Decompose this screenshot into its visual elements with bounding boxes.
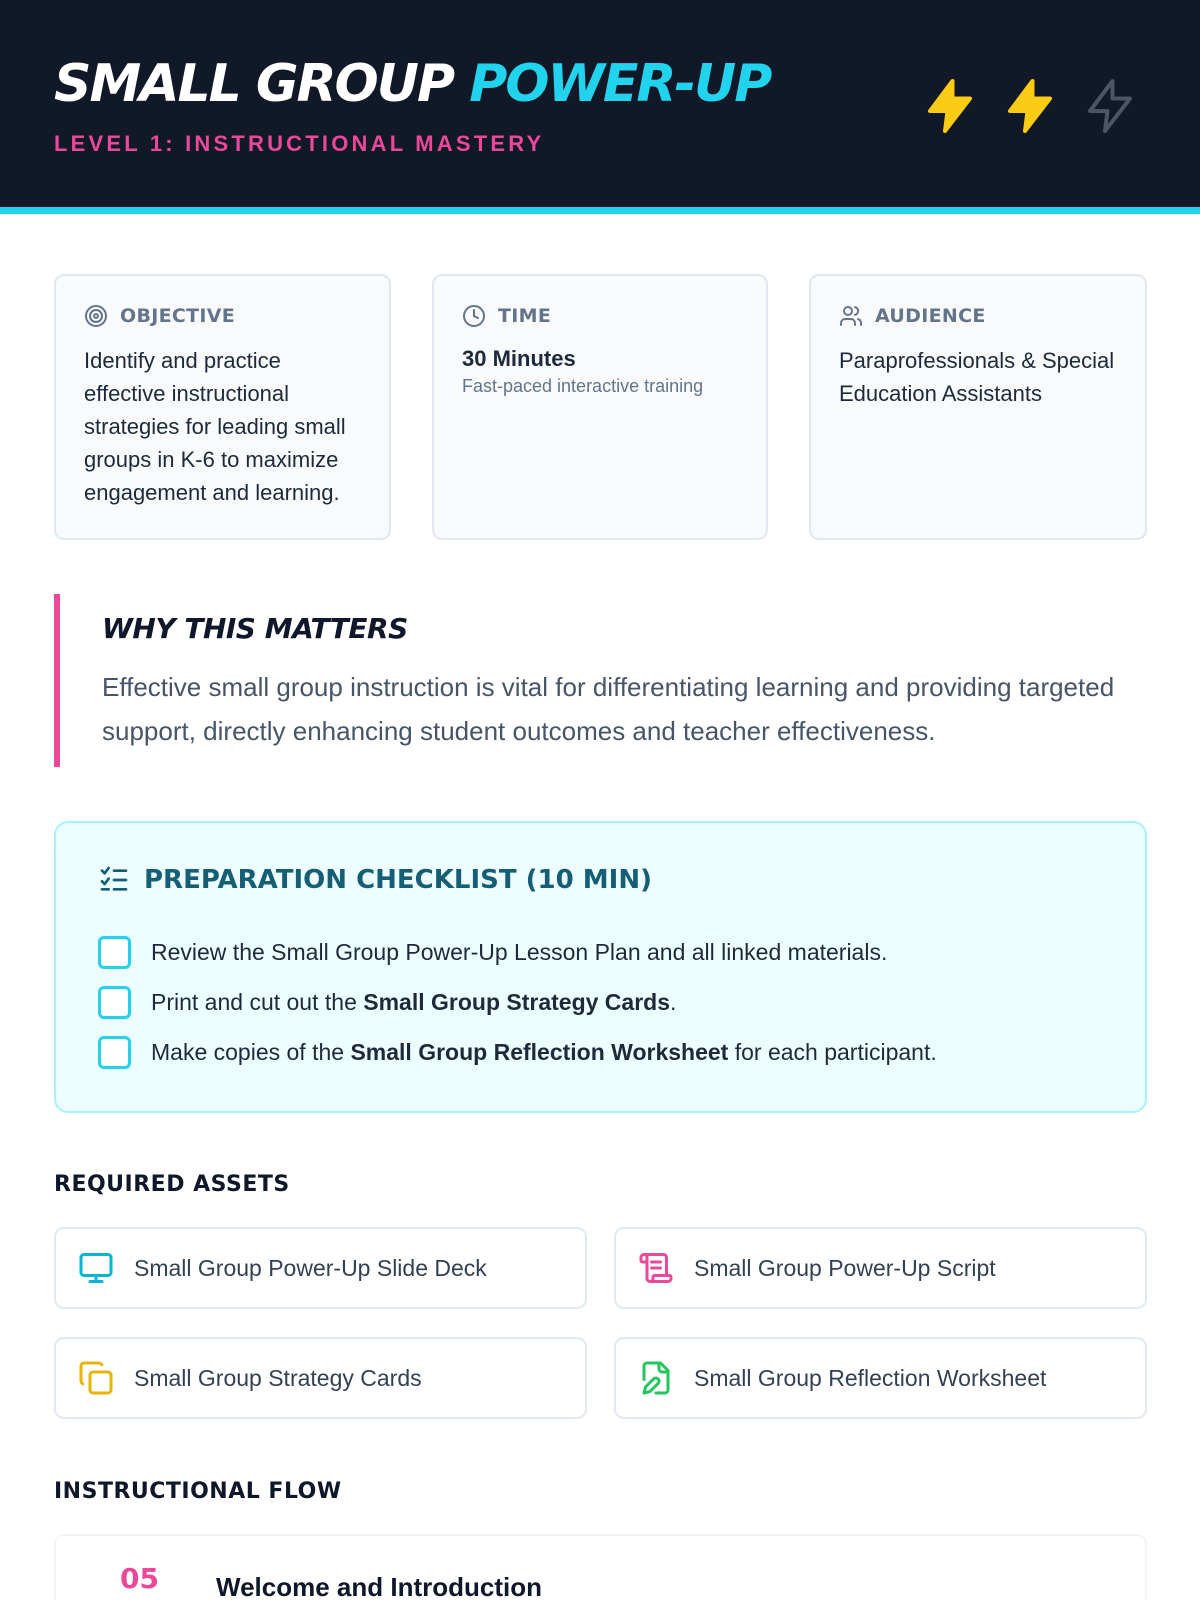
scroll-icon [638, 1250, 674, 1286]
time-label: TIME [498, 305, 552, 327]
target-icon [84, 304, 108, 328]
flow-step-title: Welcome and Introduction [216, 1572, 542, 1600]
asset-label: Small Group Reflection Worksheet [694, 1364, 1047, 1391]
checkbox[interactable] [98, 1036, 131, 1069]
users-icon [839, 304, 863, 328]
title-accent: POWER-UP [469, 54, 771, 114]
page-title [54, 54, 771, 114]
why-text: Effective small group instruction is vital for differentiating learning and providing targeted support, directly enhancing student outcomes and teacher effectiveness. [102, 672, 1115, 746]
lightning-icon [1080, 74, 1140, 138]
checklist-item [98, 927, 1103, 977]
assets-heading: REQUIRED ASSETS [54, 1172, 290, 1197]
audience-label: AUDIENCE [875, 305, 986, 327]
asset-slide-deck[interactable] [54, 1227, 587, 1309]
asset-script[interactable] [614, 1227, 1147, 1309]
flow-heading: INSTRUCTIONAL FLOW [54, 1479, 342, 1504]
time-note: Fast-paced interactive training [462, 376, 704, 396]
file-pen-icon [638, 1360, 674, 1396]
checklist-items [98, 927, 1103, 1077]
checkbox[interactable] [98, 986, 131, 1019]
header-banner [0, 0, 1200, 214]
objective-label: OBJECTIVE [120, 305, 236, 327]
preparation-checklist [54, 821, 1147, 1113]
objective-text: Identify and practice effective instructional strategies for leading small groups in K-6 to maximize engagement and learning. [84, 348, 346, 505]
checklist-item [98, 977, 1103, 1027]
why-this-matters [54, 594, 1146, 767]
asset-label: Small Group Strategy Cards [134, 1364, 422, 1391]
audience-text: Paraprofessionals & Special Education Assistants [839, 348, 1115, 406]
checklist-item-text: Print and cut out the Small Group Strategy Cards. [151, 988, 677, 1015]
objective-card [54, 274, 391, 540]
checklist-item-text: Make copies of the Small Group Reflection Worksheet for each participant. [151, 1038, 937, 1065]
checklist-item-text: Review the Small Group Power-Up Lesson Plan and all linked materials. [151, 938, 888, 965]
asset-label: Small Group Power-Up Script [694, 1254, 996, 1281]
lightning-icon [1000, 74, 1060, 138]
time-value: 30 Minutes [462, 346, 576, 371]
level-indicator [920, 74, 1140, 138]
asset-label: Small Group Power-Up Slide Deck [134, 1254, 487, 1281]
lightning-icon [920, 74, 980, 138]
level-subtitle: LEVEL 1: INSTRUCTIONAL MASTERY [54, 131, 545, 156]
asset-reflection-worksheet[interactable] [614, 1337, 1147, 1419]
clock-icon [462, 304, 486, 328]
flow-step [54, 1534, 1147, 1600]
checkbox[interactable] [98, 936, 131, 969]
asset-strategy-cards[interactable] [54, 1337, 587, 1419]
why-title: WHY THIS MATTERS [102, 612, 408, 645]
list-checks-icon [98, 864, 130, 896]
monitor-icon [78, 1250, 114, 1286]
flow-step-minutes: 05 [120, 1562, 159, 1595]
time-card [432, 274, 768, 540]
checklist-title: PREPARATION CHECKLIST (10 MIN) [144, 865, 652, 895]
title-main: SMALL GROUP [54, 54, 470, 114]
checklist-item [98, 1027, 1103, 1077]
copy-icon [78, 1360, 114, 1396]
audience-card [809, 274, 1147, 540]
